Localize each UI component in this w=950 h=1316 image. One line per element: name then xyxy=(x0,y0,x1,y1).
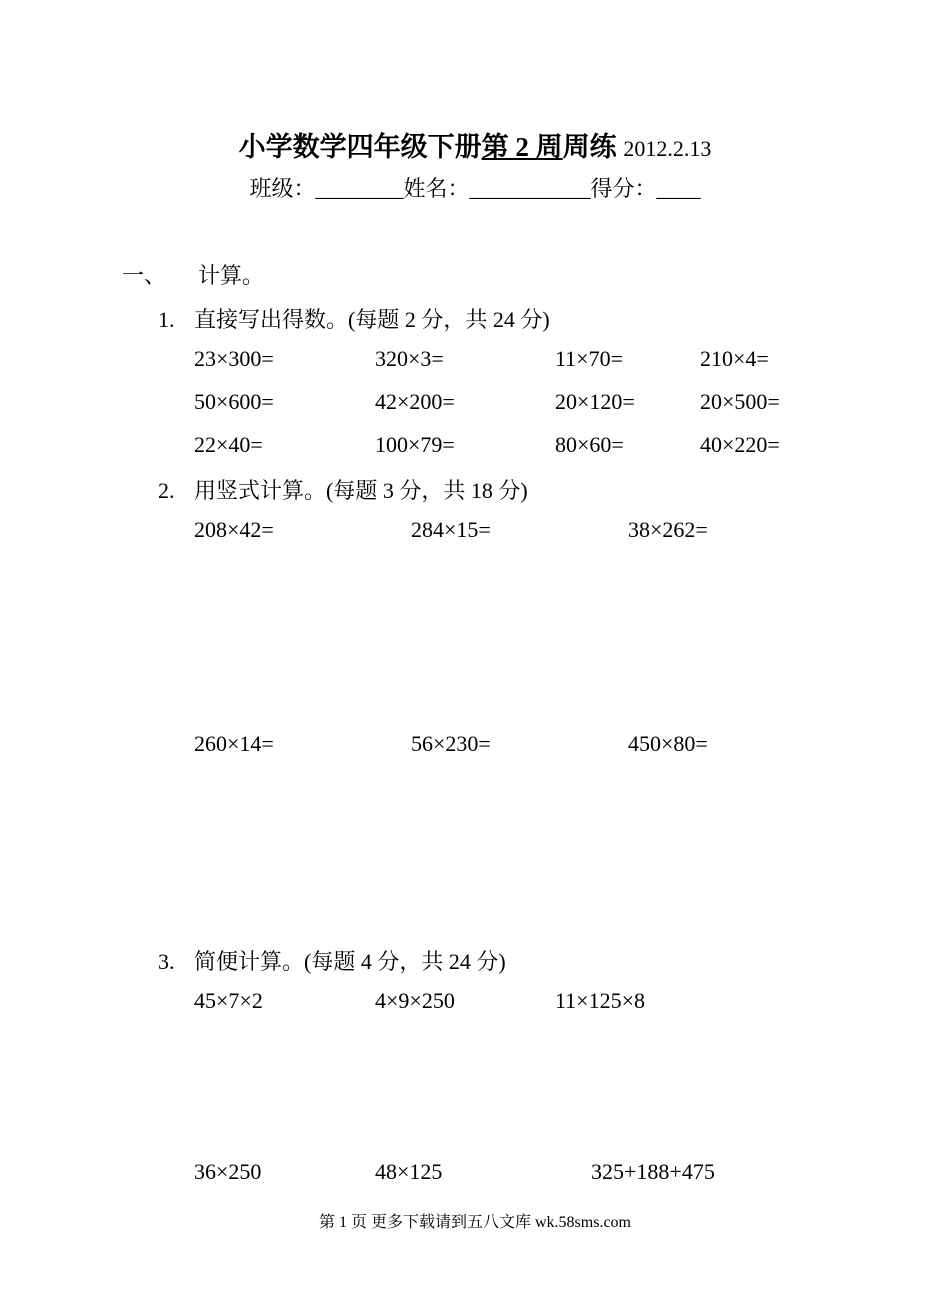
problem: 48×125 xyxy=(375,1159,443,1184)
problem: 42×200= xyxy=(375,389,455,414)
problem: 11×70= xyxy=(555,346,623,371)
problem: 22×40= xyxy=(194,432,263,457)
name-label: 姓名： xyxy=(403,176,470,201)
q3-text: 简便计算。(每题 4 分，共 24 分) xyxy=(194,949,506,974)
title-date: 2012.2.13 xyxy=(623,136,712,161)
title-main: 小学数学四年级下册 xyxy=(238,132,482,162)
page-footer: 第 1 页 更多下载请到五八文库 wk.58sms.com xyxy=(318,1214,631,1231)
problem: 320×3= xyxy=(375,346,444,371)
problem: 40×220= xyxy=(700,432,780,457)
q2-text: 用竖式计算。(每题 3 分，共 18 分) xyxy=(194,478,528,503)
problem: 20×120= xyxy=(555,389,635,414)
q1-text: 直接写出得数。(每题 2 分，共 24 分) xyxy=(194,307,550,332)
problem: 208×42= xyxy=(194,517,274,542)
q2-heading xyxy=(158,474,528,505)
name-blank[interactable]: ___________ xyxy=(469,176,591,201)
section-number: 一、 xyxy=(122,263,167,288)
section-label: 计算。 xyxy=(198,263,265,288)
problem: 50×600= xyxy=(194,389,274,414)
problem: 4×9×250 xyxy=(375,988,455,1013)
problem: 325+188+475 xyxy=(591,1159,715,1184)
problem: 20×500= xyxy=(700,389,780,414)
problem: 100×79= xyxy=(375,432,455,457)
score-label: 得分： xyxy=(590,176,657,201)
q3-heading xyxy=(158,945,506,976)
problem: 210×4= xyxy=(700,346,769,371)
q3-number: 3. xyxy=(158,949,175,974)
problem: 23×300= xyxy=(194,346,274,371)
problem: 56×230= xyxy=(411,731,491,756)
class-label: 班级： xyxy=(249,176,316,201)
q1-number: 1. xyxy=(158,307,175,332)
class-blank[interactable]: ________ xyxy=(315,176,404,201)
problem: 45×7×2 xyxy=(194,988,263,1013)
title-week: 第 2 周 xyxy=(481,132,563,162)
student-info-line xyxy=(0,172,950,203)
problem: 36×250 xyxy=(194,1159,262,1184)
problem: 38×262= xyxy=(628,517,708,542)
section-heading xyxy=(122,259,264,290)
score-blank[interactable]: ____ xyxy=(656,176,701,201)
document-title xyxy=(0,125,950,164)
problem: 284×15= xyxy=(411,517,491,542)
problem: 450×80= xyxy=(628,731,708,756)
problem: 80×60= xyxy=(555,432,624,457)
problem: 260×14= xyxy=(194,731,274,756)
title-tail: 周练 xyxy=(562,132,617,162)
q1-heading xyxy=(158,303,550,334)
q2-number: 2. xyxy=(158,478,175,503)
problem: 11×125×8 xyxy=(555,988,645,1013)
